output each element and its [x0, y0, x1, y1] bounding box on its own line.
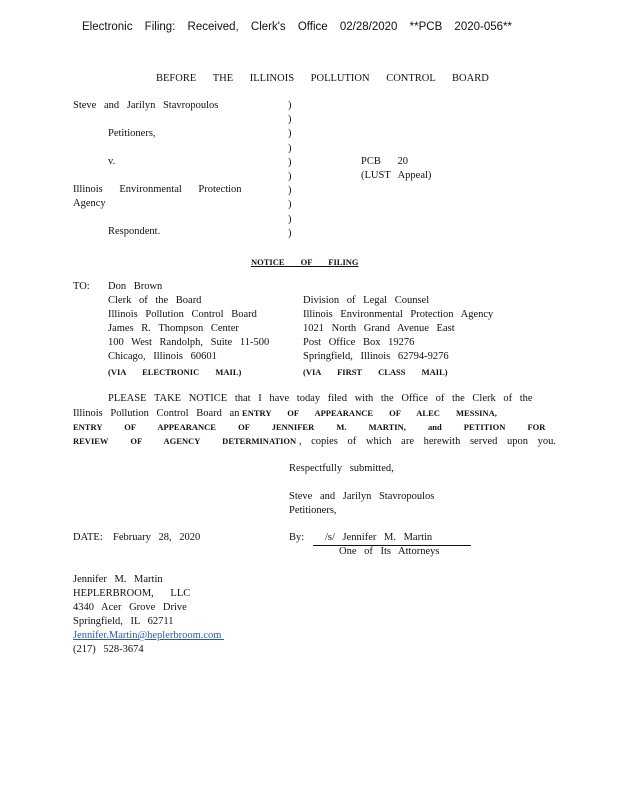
attorney-firm: HEPLERBROOM, LLC: [73, 588, 191, 599]
body-line-2-text: Illinois Pollution Control Board an: [73, 408, 240, 419]
recipient-right-delivery: (VIA FIRST CLASS MAIL): [303, 367, 448, 377]
attorney-phone: (217) 528-3674: [73, 644, 144, 655]
caption-paren: ): [288, 128, 292, 140]
attorney-city: Springfield, IL 62711: [73, 616, 174, 627]
recipient-right-line: Post Office Box 19276: [303, 337, 415, 348]
board-title: BEFORE THE ILLINOIS POLLUTION CONTROL BOARD: [156, 73, 489, 84]
caption-paren: ): [288, 213, 292, 225]
case-type: (LUST Appeal): [361, 170, 432, 181]
body-line-1: PLEASE TAKE NOTICE that I have today filed with the Office of the Clerk of the: [108, 393, 533, 404]
recipient-left-line: Illinois Pollution Control Board: [108, 309, 257, 320]
caption-divider: [288, 99, 292, 241]
by-label: By:: [289, 532, 305, 543]
caption-paren: ): [288, 199, 292, 211]
body-line-3: ENTRY OF APPEARANCE OF JENNIFER M. MARTIN, and PETITION FOR: [73, 422, 546, 432]
caption-paren: ): [288, 156, 292, 168]
signers-label: Petitioners,: [289, 505, 337, 516]
body-line-4-bold: REVIEW OF AGENCY DETERMINATION: [73, 436, 297, 446]
recipient-right-line: 1021 North Grand Avenue East: [303, 323, 455, 334]
email-underline-tail: [221, 630, 267, 642]
recipient-left-line: Clerk of the Board: [108, 295, 202, 306]
date-label: DATE:: [73, 532, 103, 543]
body-line-2-bold: ENTRY OF APPEARANCE OF ALEC MESSINA,: [242, 408, 497, 418]
attorney-email-link[interactable]: Jennifer.Martin@heplerbroom.com: [73, 630, 222, 641]
recipient-right-line: Illinois Environmental Protection Agency: [303, 309, 494, 320]
petitioners-name: Steve and Jarilyn Stavropoulos: [73, 100, 219, 111]
body-line-4: [73, 435, 556, 448]
body-line-2: [73, 407, 497, 420]
caption-paren: ): [288, 185, 292, 197]
recipient-left-line: James R. Thompson Center: [108, 323, 239, 334]
filing-stamp: Electronic Filing: Received, Clerk's Office 02/28/2020 **PCB 2020-056**: [82, 21, 512, 33]
attorney-street: 4340 Acer Grove Drive: [73, 602, 187, 613]
versus-label: v.: [108, 156, 116, 167]
recipient-right-line: Division of Legal Counsel: [303, 295, 430, 306]
signature-text: /s/ Jennifer M. Martin: [325, 532, 433, 543]
caption-paren: ): [288, 100, 292, 111]
to-label: TO:: [73, 281, 90, 292]
caption-paren: ): [288, 114, 292, 126]
attorney-name: Jennifer M. Martin: [73, 574, 163, 585]
respectfully-submitted: Respectfully submitted,: [289, 463, 394, 474]
respondent-name-line2: Agency: [73, 198, 106, 209]
recipient-left-delivery: (VIA ELECTRONIC MAIL): [108, 367, 242, 377]
caption-paren: ): [288, 171, 292, 183]
notice-title: NOTICE OF FILING: [251, 257, 359, 267]
date-value: February 28, 2020: [113, 532, 201, 543]
respondent-name-line1: Illinois Environmental Protection: [73, 184, 242, 195]
caption-paren: ): [288, 142, 292, 154]
attorney-email-row: [73, 630, 267, 642]
signers-name: Steve and Jarilyn Stavropoulos: [289, 491, 435, 502]
caption-paren: ): [288, 227, 292, 239]
petitioners-label: Petitioners,: [108, 128, 156, 139]
recipient-left-line: Chicago, Illinois 60601: [108, 351, 217, 362]
recipient-left-line: 100 West Randolph, Suite 11-500: [108, 337, 270, 348]
recipient-left-line: Don Brown: [108, 281, 163, 292]
respondent-label: Respondent.: [108, 226, 161, 237]
recipient-right-line: Springfield, Illinois 62794-9276: [303, 351, 449, 362]
body-line-4-text: , copies of which are herewith served upon you.: [298, 436, 556, 447]
case-number: PCB 20: [361, 156, 408, 167]
signer-role: One of Its Attorneys: [339, 546, 440, 557]
